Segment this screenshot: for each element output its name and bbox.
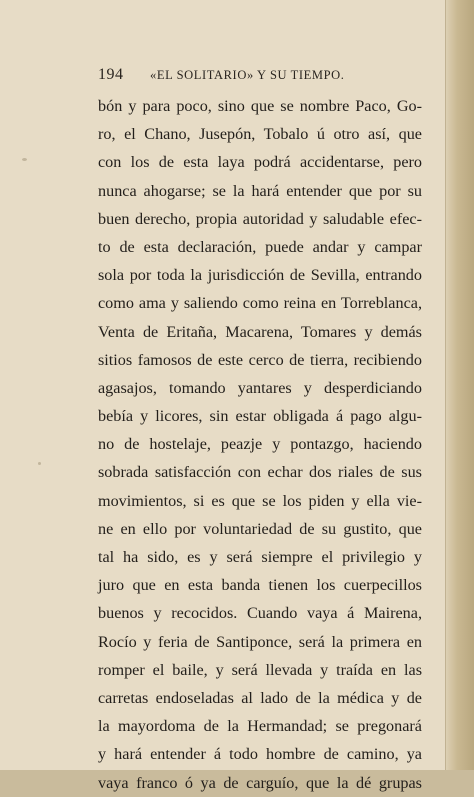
text-line: carretas endoseladas al lado de la médica y de	[98, 688, 422, 707]
text-line: buen derecho, propia autoridad y saludable efec-	[98, 209, 422, 228]
text-line: nunca ahogarse; se la hará entender que por su	[98, 181, 422, 200]
page-binding-edge	[446, 0, 474, 770]
page-number: 194	[98, 66, 124, 83]
text-line: bón y para poco, sino que se nombre Paco, Go-	[98, 97, 422, 115]
text-line: Venta de Eritaña, Macarena, Tomares y demás	[98, 322, 422, 341]
page-header	[98, 66, 428, 86]
text-line: Rocío y feria de Santiponce, será la primera en	[98, 632, 422, 651]
text-line: agasajos, tomando yantares y desperdiciando	[98, 378, 422, 397]
text-line: juro que en esta banda tienen los cuerpecillos	[98, 576, 422, 595]
body-text	[98, 92, 422, 797]
text-line: como ama y saliendo como reina en Torreblanca,	[98, 294, 422, 313]
text-line: con los de esta laya podrá accidentarse, pero	[98, 153, 422, 172]
text-line: tal ha sido, es y será siempre el privilegio y	[98, 548, 422, 566]
text-line: vaya franco ó ya de carguío, que la dé grupas	[98, 773, 422, 792]
text-line: ro, el Chano, Jusepón, Tobalo ú otro así, que	[98, 125, 422, 144]
text-line: sola por toda la jurisdicción de Sevilla, entrando	[98, 266, 422, 285]
paper-speck	[22, 158, 27, 161]
binding-fold-line	[445, 0, 446, 770]
text-line: romper el baile, y será llevada y traída en las	[98, 660, 422, 679]
text-line: no de hostelaje, peazje y pontazgo, haciendo	[98, 435, 422, 454]
text-line: la mayordoma de la Hermandad; se pregonará	[98, 717, 422, 736]
text-line: sitios famosos de este cerco de tierra, recibiendo	[98, 350, 422, 369]
text-line: bebía y licores, sin estar obligada á pago algu-	[98, 407, 422, 426]
text-line: movimientos, si es que se los piden y ella vie-	[98, 491, 422, 510]
text-line: ne en ello por voluntariedad de su gustito, que	[98, 519, 422, 538]
paper-speck	[38, 462, 41, 465]
text-line: buenos y recocidos. Cuando vaya á Mairena,	[98, 604, 422, 623]
running-head: «EL SOLITARIO» Y SU TIEMPO.	[150, 68, 345, 82]
text-line: sobrada satisfacción con echar dos riales de sus	[98, 463, 422, 482]
text-line: y hará entender á todo hombre de camino, ya	[98, 745, 422, 764]
text-line: to de esta declaración, puede andar y campar	[98, 237, 422, 256]
